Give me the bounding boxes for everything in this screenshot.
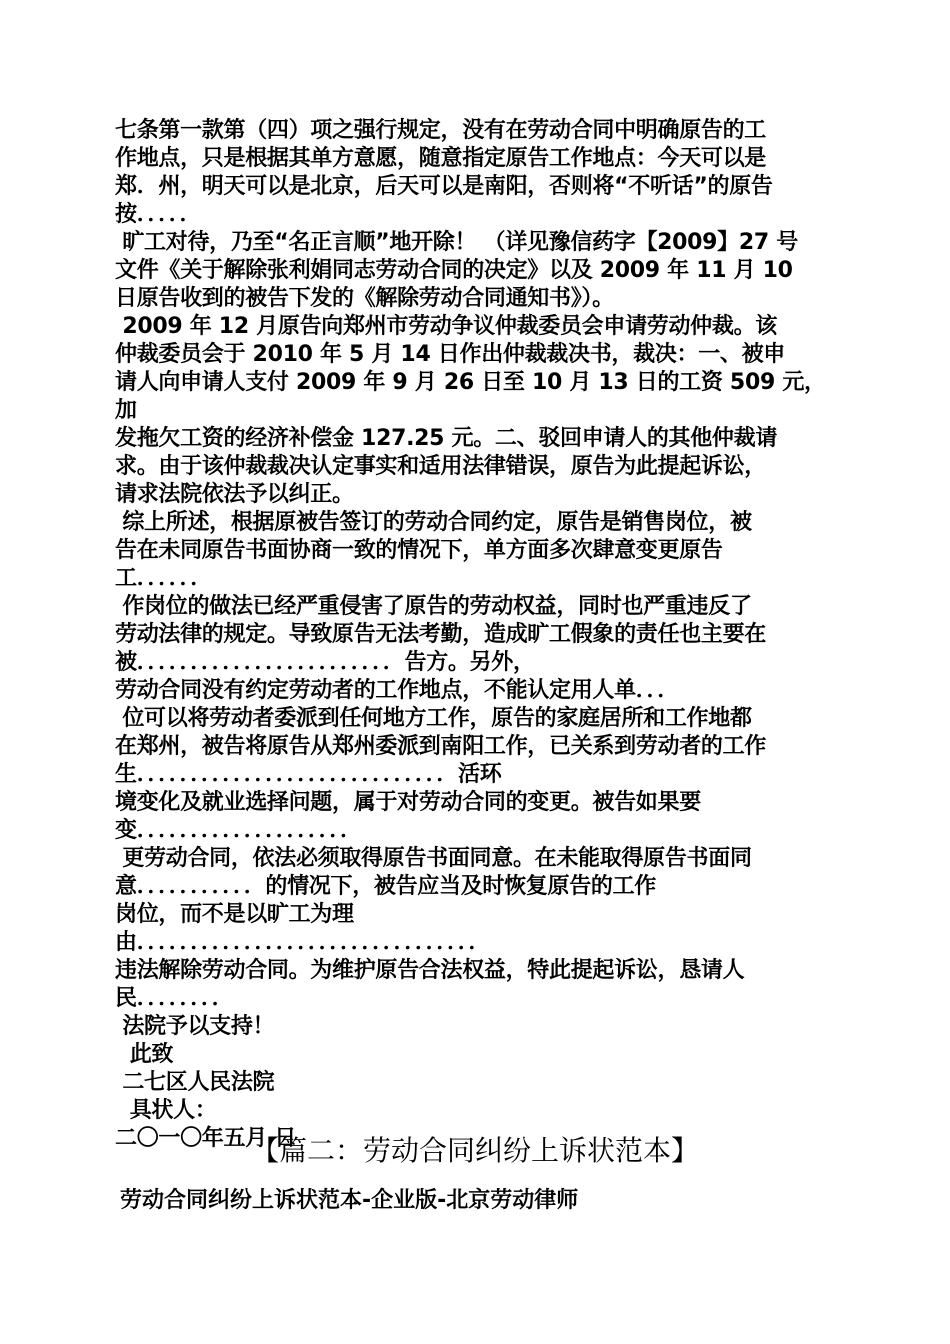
- text-line: 文件《关于解除张利娟同志劳动合同的决定》以及 2009 年 11 月 10: [115, 258, 793, 283]
- text-line: 劳动法律的规定。导致原告无法考勤，造成旷工假象的责任也主要在: [115, 622, 767, 647]
- text-line: 生．．．．．．．．．．．．．．．．．．．．．．．．．．．．．活环: [115, 762, 502, 787]
- text-line: 法院予以支持！: [115, 1014, 275, 1039]
- text-line: 综上所述，根据原被告签订的劳动合同约定，原告是销售岗位，被: [115, 510, 752, 535]
- text-line: 境变化及就业选择问题，属于对劳动合同的变更。被告如果要: [115, 790, 701, 815]
- text-line: 更劳动合同，依法必须取得原告书面同意。在未能取得原告书面同: [115, 846, 752, 871]
- text-line: 加: [115, 398, 137, 423]
- text-line: 二〇一〇年五月 日: [115, 1126, 296, 1151]
- text-line: 由．．．．．．．．．．．．．．．．．．．．．．．．．．．．．．．．: [115, 930, 491, 955]
- text-line: 发拖欠工资的经济补偿金 127.25 元。二、驳回申请人的其他仲裁请: [115, 426, 778, 451]
- section-subheading: 劳动合同纠纷上诉状范本-企业版-北京劳动律师: [120, 1188, 579, 1213]
- text-line: 违法解除劳动合同。为维护原告合法权益，特此提起诉讼，恳请人: [115, 958, 745, 983]
- text-line: 旷工对待，乃至“名正言顺”地开除！ （详见豫信药字【2009】27 号: [115, 230, 798, 255]
- text-line: 日原告收到的被告下发的《解除劳动合同通知书》）。: [115, 286, 614, 311]
- text-line: 请人向申请人支付 2009 年 9 月 26 日至 10 月 13 日的工资 509 元，: [115, 370, 826, 395]
- text-line: 求。由于该仲裁裁决认定事实和适用法律错误，原告为此提起诉讼，: [115, 454, 767, 479]
- text-line: 变．．．．．．．．．．．．．．．．．．．．: [115, 818, 362, 843]
- text-line: 仲裁委员会于 2010 年 5 月 14 日作出仲裁裁决书，裁决：一、被申: [115, 342, 786, 367]
- text-line: 二七区人民法院: [115, 1070, 275, 1095]
- text-line: 具状人：: [115, 1098, 217, 1123]
- text-line: 此致: [115, 1042, 174, 1067]
- text-line: 请求法院依法予以纠正。: [115, 482, 354, 507]
- text-line: 七条第一款第（四）项之强行规定，没有在劳动合同中明确原告的工: [115, 118, 767, 143]
- text-line: 在郑州，被告将原告从郑州委派到南阳工作，已关系到劳动者的工作: [115, 734, 767, 759]
- text-line: 作地点，只是根据其单方意愿，随意指定原告工作地点：今天可以是: [115, 146, 767, 171]
- text-line: 告在未同原告书面协商一致的情况下，单方面多次肆意变更原告: [115, 538, 723, 563]
- text-line: 劳动合同没有约定劳动者的工作地点，不能认定用人单．．．: [115, 678, 679, 703]
- text-line: 岗位，而不是以旷工为理: [115, 902, 354, 927]
- text-line: 工．．．．．．: [115, 566, 212, 591]
- text-line: 民．．．．．．．．: [115, 986, 234, 1011]
- text-line: 按．．．．．: [115, 202, 202, 227]
- text-line: 被．．．．．．．．．．．．．．．．．．．．．．．．告方。另外，: [115, 650, 535, 675]
- section-heading: 【篇二：劳动合同纠纷上诉状范本】: [250, 1134, 699, 1167]
- text-line: 2009 年 12 月原告向郑州市劳动争议仲裁委员会申请劳动仲裁。该: [115, 314, 777, 339]
- text-line: 位可以将劳动者委派到任何地方工作，原告的家庭居所和工作地都: [115, 706, 752, 731]
- text-line: 郑．州，明天可以是北京，后天可以是南阳，否则将“不听话”的原告: [115, 174, 773, 199]
- text-line: 意．．．．．．．．．．．的情况下，被告应当及时恢复原告的工作: [115, 874, 657, 899]
- text-line: 作岗位的做法已经严重侵害了原告的劳动权益，同时也严重违反了: [115, 594, 752, 619]
